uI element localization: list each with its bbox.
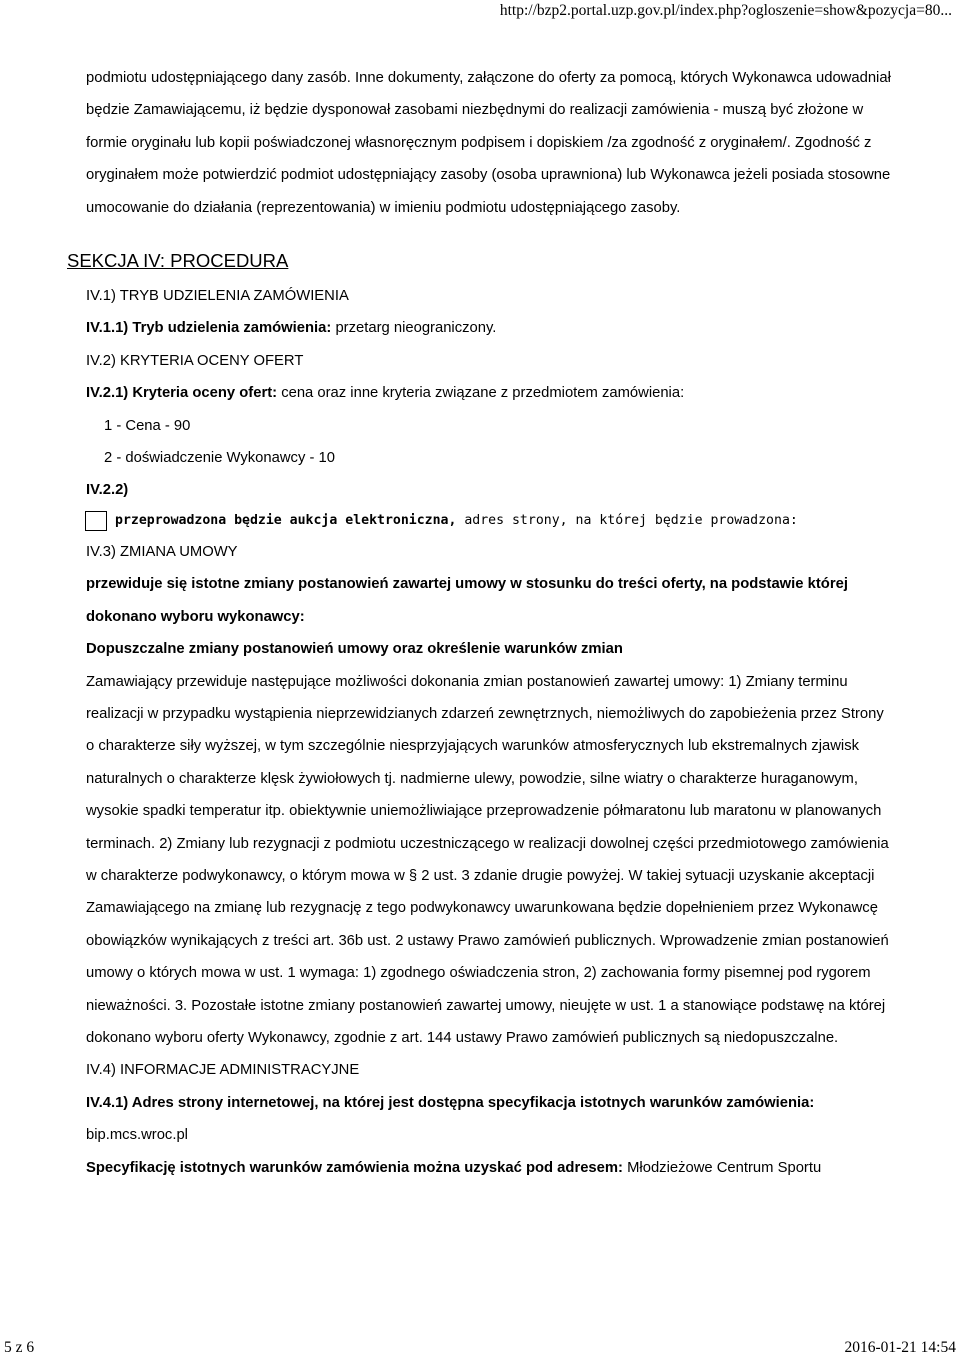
page-number: 5 z 6 — [4, 1339, 35, 1356]
iv22-label: IV.2.2) — [86, 482, 129, 499]
aukcja-text — [115, 505, 798, 537]
iv3-question: przewiduje się istotne zmiany postanowień zawartej umowy w stosunku do treści oferty, na podstawie której dokonano wyboru wykonawcy: — [86, 576, 848, 625]
criterion-1: 1 - Cena - 90 — [104, 417, 191, 434]
section-title: SEKCJA IV: PROCEDURA — [67, 250, 289, 272]
iv11-row — [86, 312, 896, 344]
siwz-label: Specyfikację istotnych warunków zamówienia można uzyskać pod adresem: — [86, 1159, 623, 1176]
siwz-value: Młodzieżowe Centrum Sportu — [627, 1159, 822, 1176]
aukcja-row — [85, 507, 896, 536]
intro-paragraph: podmiotu udostępniającego dany zasób. Inne dokumenty, załączone do oferty za pomocą, których Wykonawca udowadniał będzie Zamawiającemu, iż będzie dysponował zasobami niezbędnymi do realizacji zamówienia - muszą być złożone w formie oryginału lub kopii poświadczonej własnoręcznym podpisem i dopiskiem /za zgodność z oryginałem/. Zgodność z oryginałem może potwierdzić podmiot udostępniający zasoby (osoba uprawniona) lub Wykonawca jeżeli posiada stosowne umocowanie do działania (reprezentowania) w imieniu podmiotu udostępniającego zasoby. — [86, 70, 891, 216]
iv41-value: bip.mcs.wroc.pl — [86, 1127, 188, 1144]
iv3-title: IV.3) ZMIANA UMOWY — [86, 543, 238, 560]
document-body — [67, 62, 896, 1184]
print-datetime: 2016-01-21 14:54 — [844, 1339, 956, 1356]
iv21-value: cena oraz inne kryteria związane z przedmiotem zamówienia: — [281, 385, 685, 402]
iv3-text: Zamawiający przewiduje następujące możliwości dokonania zmian postanowień zawartej umowy: 1) Zmiany terminu realizacji w przypadku wystąpienia nieprzewidzianych zdarzeń zewnętrznych, niemożliwych do zapobieżenia przez Strony o charakterze siły wyższej, w tym szczególnie niesprzyjających warunków atmosferycznych lub ekstremalnych zjawisk naturalnych o charakterze klęsk żywiołowych tj. nadmierne ulewy, powodzie, silne wiatry o charakterze huraganowym, wysokie spadki temperatur itp. obiektywnie uniemożliwiające przeprowadzenie półmaratonu lub maratonu w planowanych terminach. 2) Zmiany lub rezygnacji z podmiotu uczestniczącego w realizacji dowolnej części przedmiotowego zamówienia w charakterze podwykonawcy, o którym mowa w § 2 ust. 3 zdanie drugie powyżej. W takiej sytuacji uzyskanie akceptacji Zamawiającego na zmianę lub rezygnację z tego podwykonawcy uwarunkowana będzie dopełnieniem przez Wykonawcę obowiązków wynikających z treści art. 36b ust. 2 ustawy Prawo zamówień publicznych. Wprowadzenie zmian postanowień umowy o których mowa w ust. 1 wymaga: 1) zgodnego oświadczenia stron, 2) zachowania formy pisemnej pod rygorem nieważności. 3. Pozostałe istotne zmiany postanowień zawartej umowy, nieujęte w ust. 1 a stanowiące podstawę na której dokonano wyboru oferty Wykonawcy, zgodnie z art. 144 ustawy Prawo zamówień publicznych są niedopuszczalne. — [86, 673, 889, 1046]
aukcja-checkbox[interactable] — [85, 511, 107, 531]
iv41-label: IV.4.1) Adres strony internetowej, na której jest dostępna specyfikacja istotnych warunków zamówienia: — [86, 1094, 815, 1111]
iv4-title: IV.4) INFORMACJE ADMINISTRACYJNE — [86, 1062, 360, 1079]
siwz-row — [86, 1152, 896, 1184]
criterion-2: 2 - doświadczenie Wykonawcy - 10 — [104, 450, 335, 467]
iv1-title: IV.1) TRYB UDZIELENIA ZAMÓWIENIA — [86, 288, 349, 305]
iv21-row — [86, 377, 896, 409]
iv3-subtitle: Dopuszczalne zmiany postanowień umowy oraz określenie warunków zmian — [86, 641, 623, 658]
iv21-label: IV.2.1) Kryteria oceny ofert: — [86, 385, 278, 402]
page-url-header: http://bzp2.portal.uzp.gov.pl/index.php?ogloszenie=show&pozycja=80... — [499, 2, 952, 19]
iv11-value: przetarg nieograniczony. — [335, 320, 497, 337]
aukcja-bold: przeprowadzona będzie aukcja elektroniczna, — [115, 513, 457, 529]
aukcja-plain: adres strony, na której będzie prowadzona: — [464, 513, 798, 529]
iv2-title: IV.2) KRYTERIA OCENY OFERT — [86, 352, 304, 369]
iv11-label: IV.1.1) Tryb udzielenia zamówienia: — [86, 320, 332, 337]
